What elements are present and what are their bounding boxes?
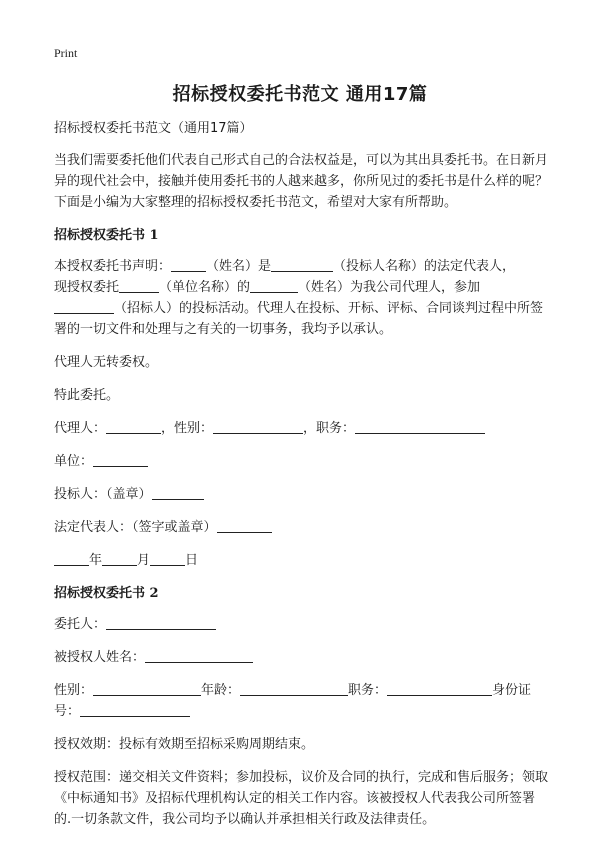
auth-position-blank[interactable] [387,681,492,696]
document-subtitle: 招标授权委托书范文（通用17篇） [54,121,253,136]
principal-line [54,614,550,635]
declaration-text-2: （姓名）是 [206,259,272,274]
bidder-label: 投标人：（盖章） [54,487,152,502]
year-label: 年 [89,553,103,568]
agent-name-blank[interactable] [250,278,298,293]
auth-position-label: 职务： [348,683,388,698]
agent-blank[interactable] [106,419,161,434]
declaration-text-3: （投标人名称）的法定代表人， [333,259,516,274]
month-label: 月 [137,553,151,568]
no-delegation-text: 代理人无转委权。 [54,355,159,370]
bidder-line [54,484,550,505]
date-line [54,550,550,571]
auth-age-blank[interactable] [240,681,348,696]
day-label: 日 [185,553,199,568]
agent-info-line [54,418,550,439]
authorized-name-blank[interactable] [145,648,253,663]
id-label-part2: 号： [54,704,81,719]
name-blank[interactable] [171,257,206,272]
auth-gender-blank[interactable] [93,681,201,696]
declaration-paragraph [54,256,550,340]
auth-gender-label: 性别： [54,683,94,698]
print-link[interactable]: Print [54,46,78,60]
id-label-part1: 身份证 [492,683,532,698]
year-blank[interactable] [54,551,89,566]
authorized-info-paragraph [54,680,550,722]
bidder-seal-blank[interactable] [152,485,204,500]
unit-label: 单位： [54,454,94,469]
day-blank[interactable] [150,551,185,566]
principal-blank[interactable] [106,615,216,630]
unit-name-blank[interactable] [119,278,159,293]
bidder-name-blank[interactable] [271,257,333,272]
document-body [54,118,550,842]
scope-text: 授权范围：递交相关文件资料；参加投标，议价及合同的执行，完成和售后服务；领取《中标通知书》及招标代理机构认定的相关工作内容。该被授权人代表我公司所签署的.一切条款文件，我公司均予以确认并承担相关行政及法律责任。 [54,770,549,827]
legal-rep-blank[interactable] [217,518,272,533]
document-title: 招标授权委托书范文 通用17篇 [172,84,428,105]
authorized-name-line [54,647,550,668]
declaration-text-7: （招标人）的投标活动。代理人在投标、开标、评标、合同谈判过程中所签署的一切文件和处理与之有关的一切事务，我均予以承认。 [54,301,544,337]
declaration-text-6: （姓名）为我公司代理人，参加 [298,280,481,295]
unit-blank[interactable] [93,452,148,467]
unit-line [54,451,550,472]
section-2-heading: 招标授权委托书 2 [54,586,159,601]
month-blank[interactable] [102,551,137,566]
validity-text: 授权效期：投标有效期至招标采购周期结束。 [54,737,315,752]
authorized-name-label: 被授权人姓名： [54,650,146,665]
intro-paragraph: 当我们需要委托他们代表自己形式自己的合法权益是，可以为其出具委托书。在日新月异的现代社会中，接触并使用委托书的人越来越多，你所见过的委托书是什么样的呢？下面是小编为大家整理的招标授权委托书范文，希望对大家有所帮助。 [54,153,549,210]
gender-label: ，性别： [161,421,214,436]
legal-rep-label: 法定代表人：（签字或盖章） [54,520,217,535]
declaration-text-5: （单位名称）的 [159,280,251,295]
hereby-text: 特此委托。 [54,388,120,403]
agent-label: 代理人： [54,421,107,436]
position-label: ，职务： [303,421,356,436]
position-blank[interactable] [355,419,485,434]
id-number-blank[interactable] [80,702,190,717]
gender-blank[interactable] [213,419,303,434]
legal-rep-line [54,517,550,538]
section-1-heading: 招标授权委托书 1 [54,228,159,243]
principal-label: 委托人： [54,617,107,632]
tenderer-blank[interactable] [54,299,114,314]
declaration-text-1: 本授权委托书声明： [54,259,172,274]
auth-age-label: 年龄： [201,683,241,698]
declaration-text-4: 现授权委托 [54,280,120,295]
